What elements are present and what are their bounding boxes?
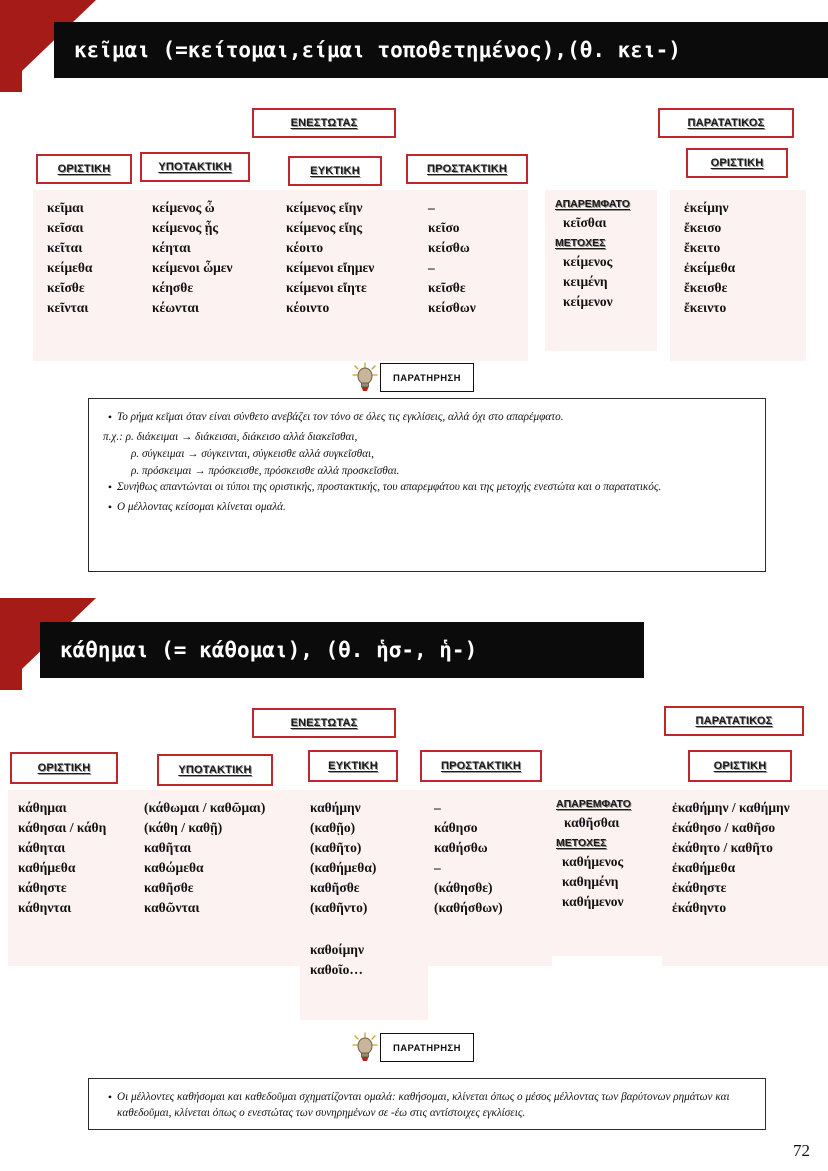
lightbulb-icon xyxy=(352,362,378,392)
column-indicative-1 xyxy=(33,190,149,361)
infinitive-label-2: ΑΠΑΡΕΜΦΑΤΟ xyxy=(556,798,631,810)
verb-form: καθοῖο… xyxy=(310,962,363,977)
note-text: Συνήθως απαντώνται οι τύποι της οριστικής, προστακτικής, του απαρεμφάτου και της μετοχής ενεστώτα και ο παρατατικός. xyxy=(117,481,662,493)
verb-form: κεῖσαι xyxy=(47,220,84,235)
note-text: Ο μέλλοντας κείσομαι κλίνεται ομαλά. xyxy=(117,501,286,513)
mood-label-optative-1 xyxy=(288,156,382,186)
page-number: 72 xyxy=(793,1141,810,1160)
group-label-imperfect-2-text: ΠΑΡΑΤΑΤΙΚΟΣ xyxy=(695,715,773,727)
verb-form: – xyxy=(434,860,441,875)
verb-form: ἔκεισο xyxy=(684,220,722,235)
verb-form: κέοιντο xyxy=(286,300,330,315)
column-optative-2 xyxy=(300,790,428,1020)
verb-form: κεῖται xyxy=(47,240,83,255)
verb-form: κεῖσθε xyxy=(428,280,466,295)
note-bullet xyxy=(103,409,751,425)
verb-form: κεῖνται xyxy=(47,300,89,315)
verb-form: (κάθησθε) xyxy=(434,880,493,895)
verb-form: κείμενον xyxy=(563,294,613,309)
infinitive-label-1: ΑΠΑΡΕΜΦΑΤΟ xyxy=(555,198,630,210)
verb-form: καθῆσθε xyxy=(310,880,360,895)
verb-form: κάθημαι xyxy=(18,800,67,815)
verb-form: κέωνται xyxy=(152,300,200,315)
verb-form: ἐκάθηντο xyxy=(672,900,727,915)
verb-form: καθώμεθα xyxy=(144,860,204,875)
verb-form: κείμενος ᾖς xyxy=(152,220,219,235)
verb-form: ἐκείμην xyxy=(684,200,729,215)
verb-form: κεῖσο xyxy=(428,220,460,235)
group-label-imperfect-1-text: ΠΑΡΑΤΑΤΙΚΟΣ xyxy=(687,117,765,129)
section-title-banner-2 xyxy=(40,622,644,678)
verb-form: καθοίμην xyxy=(310,942,364,957)
verb-form: ἔκειντο xyxy=(684,300,727,315)
infinitive-list-2 xyxy=(556,813,664,833)
infinitive-list-1 xyxy=(555,213,657,233)
bullet-icon: • xyxy=(107,1090,113,1104)
verb-form: καθήμενος xyxy=(562,854,624,869)
verb-form: καθήσθω xyxy=(434,840,488,855)
note-example: ρ. σύγκειμαι → σύγκεινται, σύγκεισθε αλλά συγκεῖσθαι, xyxy=(131,448,374,460)
verb-form: κείμενος εἴης xyxy=(286,220,363,235)
note-bullet xyxy=(103,1089,751,1121)
verb-form: ἐκαθήμεθα xyxy=(672,860,736,875)
verb-form: καθῆσθε xyxy=(144,880,194,895)
optative-extra-list-2 xyxy=(310,940,428,980)
column-nonfinite-2 xyxy=(548,790,664,956)
observation-panel-2 xyxy=(88,1078,766,1130)
group-label-imperfect-2 xyxy=(664,706,804,736)
group-label-present-1 xyxy=(252,108,396,138)
mood-label-imperative-1-text: ΠΡΟΣΤΑΚΤΙΚΗ xyxy=(426,163,508,175)
mood-label-imperfect-indicative-2 xyxy=(688,750,792,782)
verb-form: ἐκάθητο / καθῆτο xyxy=(672,840,773,855)
verb-form: κείσθων xyxy=(428,300,476,315)
verb-form: (καθῆτο) xyxy=(310,840,362,855)
mood-label-indicative-2 xyxy=(10,752,118,784)
mood-label-imperative-1 xyxy=(406,154,528,184)
verb-form: – xyxy=(434,800,441,815)
mood-label-subjunctive-1-text: ΥΠΟΤΑΚΤΙΚΗ xyxy=(158,161,232,173)
group-label-imperfect-1 xyxy=(658,108,794,138)
verb-form: κέηται xyxy=(152,240,191,255)
verb-form: κέησθε xyxy=(152,280,194,295)
mood-label-optative-2 xyxy=(308,750,398,782)
verb-form: κείμενος εἴην xyxy=(286,200,363,215)
verb-form: κάθηται xyxy=(18,840,66,855)
verb-form: καθήμεθα xyxy=(18,860,76,875)
column-imperative-1 xyxy=(414,190,528,361)
verb-form: – xyxy=(428,260,435,275)
observation-badge-1 xyxy=(352,362,474,392)
lightbulb-icon-2 xyxy=(352,1032,378,1062)
participles-list-2 xyxy=(556,852,664,912)
verb-form: (καθήμεθα) xyxy=(310,860,377,875)
verb-form: κείμενοι εἴητε xyxy=(286,280,367,295)
section-title-1: κεῖμαι (=κείτομαι,είμαι τοποθετημένος),(θ. κει-) xyxy=(74,38,681,62)
verb-form: καθῆσθαι xyxy=(564,815,620,830)
mood-label-imperative-2-text: ΠΡΟΣΤΑΚΤΙΚΗ xyxy=(440,760,522,772)
verb-form: ἔκεισθε xyxy=(684,280,728,295)
mood-label-indicative-1 xyxy=(36,154,132,184)
corner-bar xyxy=(0,0,22,92)
column-subjunctive-2 xyxy=(134,790,306,966)
verb-form: (καθῆντο) xyxy=(310,900,368,915)
verb-form: καθήμην xyxy=(310,800,361,815)
section-title-2: κάθημαι (= κάθομαι), (θ. ἡσ-, ἡ-) xyxy=(60,638,478,662)
mood-label-imperfect-indicative-2-text: ΟΡΙΣΤΙΚΗ xyxy=(713,760,767,772)
verb-form: κάθησαι / κάθη xyxy=(18,820,107,835)
bullet-icon: • xyxy=(107,500,113,514)
column-imperfect-2 xyxy=(662,790,828,966)
column-imperative-2 xyxy=(424,790,552,966)
note-bullet xyxy=(103,479,751,495)
bullet-icon: • xyxy=(107,480,113,494)
verb-form: ἐκάθηστε xyxy=(672,880,727,895)
verb-form: ἐκαθήμην / καθήμην xyxy=(672,800,790,815)
bullet-icon: • xyxy=(107,410,113,424)
verb-form: κεῖμαι xyxy=(47,200,84,215)
observation-badge-2 xyxy=(352,1032,474,1062)
verb-form: κεῖσθαι xyxy=(563,215,607,230)
verb-form: κείμενος ὦ xyxy=(152,200,215,215)
verb-form: κάθησο xyxy=(434,820,478,835)
verb-form: ἐκάθησο / καθῆσο xyxy=(672,820,776,835)
verb-form: (καθῇο) xyxy=(310,820,356,835)
verb-form: καθῆται xyxy=(144,840,192,855)
mood-label-imperfect-indicative-1 xyxy=(686,148,788,178)
group-label-present-2 xyxy=(252,708,396,738)
observation-badge-box-1 xyxy=(380,363,474,392)
mood-label-optative-1-text: ΕΥΚΤΙΚΗ xyxy=(310,165,360,177)
column-nonfinite-1 xyxy=(545,190,657,351)
verb-form: ἐκείμεθα xyxy=(684,260,736,275)
mood-label-subjunctive-1 xyxy=(140,152,250,182)
participles-label-2: ΜΕΤΟΧΕΣ xyxy=(556,837,607,849)
verb-form: κείμενος xyxy=(563,254,613,269)
verb-form: κείμενοι εἴημεν xyxy=(286,260,375,275)
optative-main-list-2 xyxy=(310,798,428,918)
column-indicative-2 xyxy=(8,790,140,966)
verb-form: κείμεθα xyxy=(47,260,93,275)
column-subjunctive-1 xyxy=(138,190,282,361)
mood-label-subjunctive-2-text: ΥΠΟΤΑΚΤΙΚΗ xyxy=(178,764,252,776)
mood-label-optative-2-text: ΕΥΚΤΙΚΗ xyxy=(328,760,378,772)
note-bullet xyxy=(103,499,751,515)
mood-label-subjunctive-2 xyxy=(157,754,273,786)
mood-label-indicative-1-text: ΟΡΙΣΤΙΚΗ xyxy=(57,163,111,175)
note-example: ρ. πρόσκειμαι → πρόσκεισθε, πρόσκεισθε αλλά προσκεῖσθαι. xyxy=(131,465,400,477)
participles-label-1: ΜΕΤΟΧΕΣ xyxy=(555,237,606,249)
observation-badge-box-2 xyxy=(380,1033,474,1062)
note-example: π.χ.: ρ. διάκειμαι → διάκεισαι, διάκεισο αλλά διακεῖσθαι, xyxy=(103,431,358,443)
note-text: Το ρήμα κεῖμαι όταν είναι σύνθετο ανεβάζει τον τόνο σε όλες τις εγκλίσεις, αλλά όχι στο απαρέμφατο. xyxy=(117,411,564,423)
verb-form: ἔκειτο xyxy=(684,240,721,255)
mood-label-imperfect-indicative-1-text: ΟΡΙΣΤΙΚΗ xyxy=(710,157,764,169)
verb-form: καθήμενον xyxy=(562,894,624,909)
section-title-banner-1 xyxy=(54,22,828,78)
group-label-present-1-text: ΕΝΕΣΤΩΤΑΣ xyxy=(290,117,358,129)
verb-form: κείσθω xyxy=(428,240,470,255)
group-label-present-2-text: ΕΝΕΣΤΩΤΑΣ xyxy=(290,717,358,729)
column-imperfect-1 xyxy=(670,190,806,361)
verb-form: – xyxy=(428,200,435,215)
mood-label-indicative-2-text: ΟΡΙΣΤΙΚΗ xyxy=(37,762,91,774)
participles-list-1 xyxy=(555,252,657,312)
verb-form: (καθήσθων) xyxy=(434,900,503,915)
observation-badge-text-1: ΠΑΡΑΤΗΡΗΣΗ xyxy=(393,373,461,384)
verb-form: καθημένη xyxy=(562,874,619,889)
mood-label-imperative-2 xyxy=(420,750,542,782)
verb-form: καθῶνται xyxy=(144,900,200,915)
verb-form: (κάθη / καθῇ) xyxy=(144,820,223,835)
verb-form: κάθηστε xyxy=(18,880,67,895)
verb-form: κειμένη xyxy=(563,274,608,289)
verb-form: κάθηνται xyxy=(18,900,72,915)
corner-bar-2 xyxy=(0,598,22,690)
verb-form: κέοιτο xyxy=(286,240,324,255)
column-optative-1 xyxy=(272,190,418,361)
observation-panel-1 xyxy=(88,398,766,572)
verb-form: κείμενοι ὦμεν xyxy=(152,260,233,275)
verb-form: (κάθωμαι / καθῶμαι) xyxy=(144,800,266,815)
verb-form: κεῖσθε xyxy=(47,280,85,295)
observation-badge-text-2: ΠΑΡΑΤΗΡΗΣΗ xyxy=(393,1043,461,1054)
note-text: Οι μέλλοντες καθήσομαι και καθεδοῦμαι σχηματίζονται ομαλά: καθήσομαι, κλίνεται όπως ο μέσος μέλλοντας των βαρύτονων ρημάτων και καθεδοῦμαι, κλίνεται όπως ο ενεστώτας των συνηρημένων σε -έω στις αντίστοιχες εγκλίσεις. xyxy=(117,1091,730,1119)
